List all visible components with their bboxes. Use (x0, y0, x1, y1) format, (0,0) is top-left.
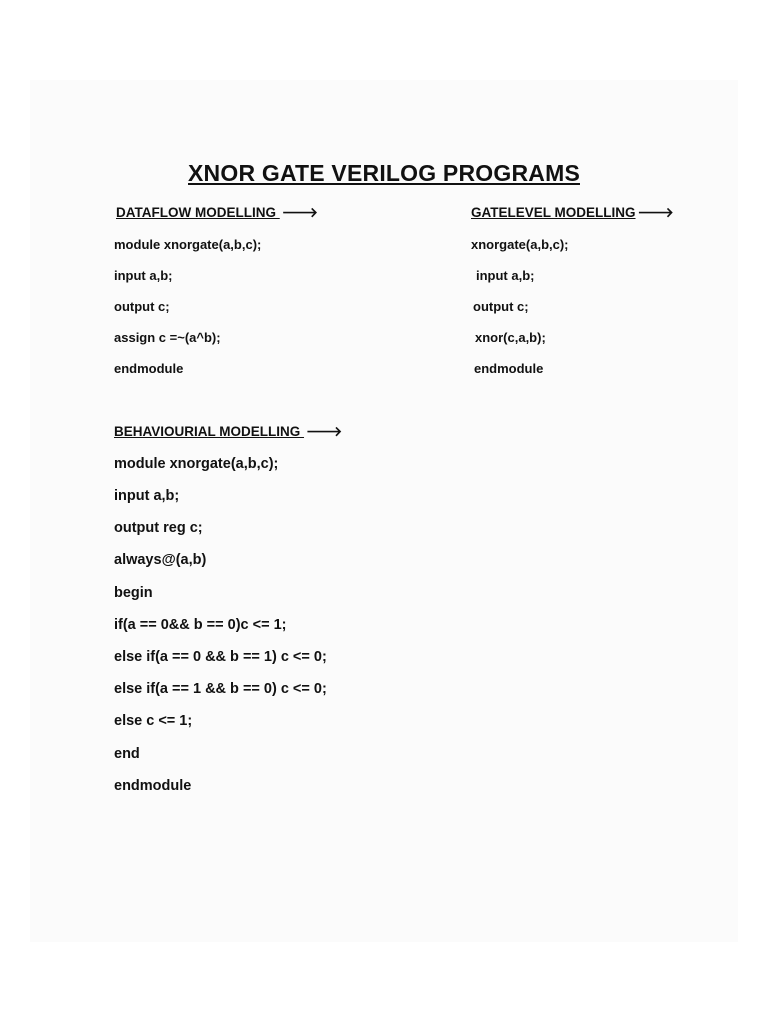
behavioural-code-line: begin (114, 585, 153, 601)
document-title: XNOR GATE VERILOG PROGRAMS (188, 160, 580, 186)
dataflow-code-line: output c; (114, 299, 170, 314)
gatelevel-code-line: endmodule (474, 361, 544, 376)
dataflow-heading (116, 205, 318, 221)
behavioural-code-line: if(a == 0&& b == 0)c <= 1; (114, 617, 287, 633)
behavioural-code-line: output reg c; (114, 520, 203, 536)
behavioural-code-line: module xnorgate(a,b,c); (114, 456, 279, 472)
gatelevel-code-line: xnorgate(a,b,c); (471, 237, 569, 252)
behavioural-code-line: end (114, 746, 140, 762)
gatelevel-code-line: xnor(c,a,b); (475, 330, 546, 345)
dataflow-code-line: input a,b; (114, 268, 173, 283)
behavioural-code-line: else if(a == 1 && b == 0) c <= 0; (114, 681, 327, 697)
behavioural-code-line: else c <= 1; (114, 713, 193, 729)
dataflow-code-line: endmodule (114, 361, 184, 376)
gatelevel-code-line: output c; (473, 299, 529, 314)
gatelevel-heading (471, 205, 674, 221)
behavioural-code-line: else if(a == 0 && b == 1) c <= 0; (114, 649, 327, 665)
behavioural-heading (114, 424, 342, 440)
dataflow-code-line: module xnorgate(a,b,c); (114, 237, 262, 252)
behavioural-code-line: always@(a,b) (114, 552, 207, 568)
gatelevel-code-line: input a,b; (476, 268, 535, 283)
behavioural-code-line: input a,b; (114, 488, 180, 504)
right-arrow-icon: 🡒 (637, 205, 674, 220)
behavioural-heading-text: BEHAVIOURIAL MODELLING (114, 424, 305, 439)
behavioural-code-line: endmodule (114, 778, 192, 794)
gatelevel-heading-text: GATELEVEL MODELLING (471, 205, 636, 220)
right-arrow-icon: 🡒 (281, 205, 318, 220)
dataflow-code-line: assign c =~(a^b); (114, 330, 221, 345)
dataflow-heading-text: DATAFLOW MODELLING (116, 205, 280, 220)
right-arrow-icon: 🡒 (306, 424, 343, 439)
